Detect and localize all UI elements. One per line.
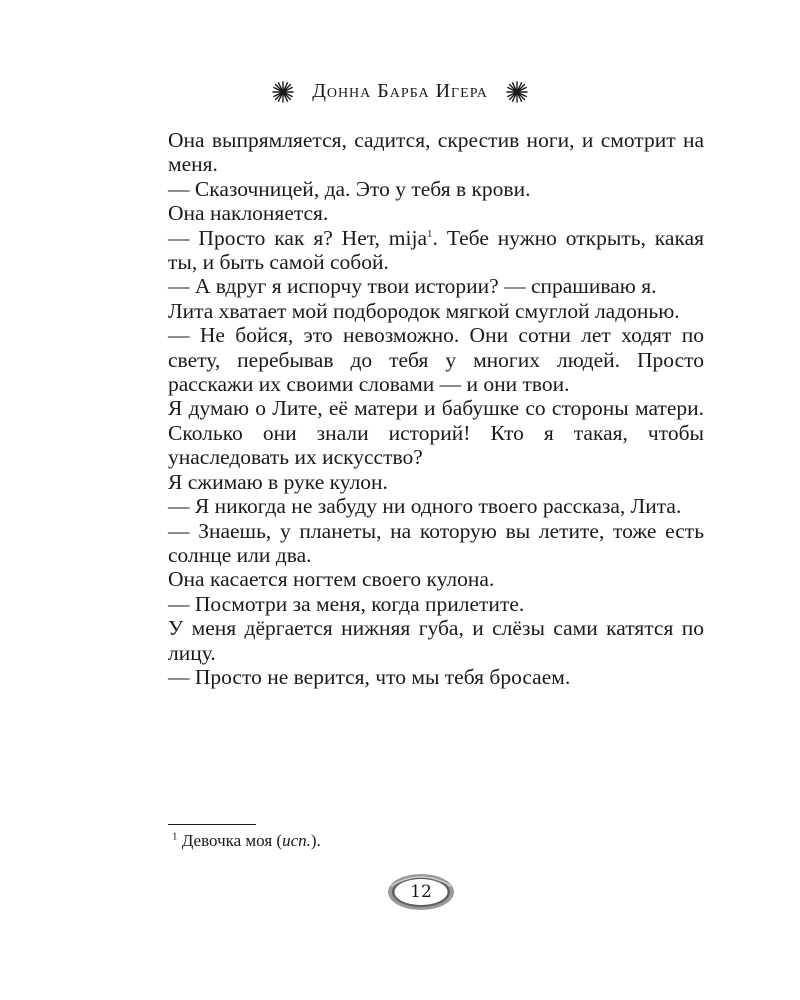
paragraph: Лита хватает мой подбородок мягкой смуглой ладонью. bbox=[168, 298, 680, 323]
running-header bbox=[0, 80, 800, 103]
footnote-abbreviation: исп. bbox=[282, 831, 311, 850]
star-burst-icon bbox=[272, 81, 294, 103]
footnote-text: Девочка моя ( bbox=[181, 831, 283, 850]
paragraph: Она выпрямляется, садится, скрестив ноги, и смотрит на меня. bbox=[168, 128, 704, 177]
paragraph-part: . Тебе нужно открыть, какая ты, и быть самой собой. bbox=[168, 225, 704, 275]
footnote-marker: 1 bbox=[427, 227, 433, 240]
paragraph-part: — Просто как я? Нет, mija bbox=[168, 225, 428, 250]
paragraph: — Просто не верится, что мы тебя бросаем. bbox=[168, 664, 571, 689]
page-number: 12 bbox=[410, 882, 432, 902]
paragraph: Я думаю о Лите, её матери и бабушке со стороны матери. Сколько они знали историй! Кто я такая, чтобы унаследовать их искусство? bbox=[168, 396, 704, 470]
footnote-divider bbox=[168, 824, 256, 825]
paragraph: — Я никогда не забуду ни одного твоего рассказа, Лита. bbox=[168, 494, 682, 519]
page-number-badge bbox=[386, 872, 456, 912]
star-burst-icon bbox=[506, 81, 528, 103]
footnote-number: 1 bbox=[172, 830, 178, 843]
paragraph: — Не бойся, это невозможно. Они сотни лет ходят по свету, перебывав до тебя у многих людей. Просто расскажи их своими словами — и они твои. bbox=[168, 323, 704, 397]
paragraph: — Сказочницей, да. Это у тебя в крови. bbox=[168, 176, 531, 201]
paragraph-with-footnote bbox=[168, 226, 704, 275]
paragraph: Я сжимаю в руке кулон. bbox=[168, 469, 388, 494]
paragraph: — Посмотри за меня, когда прилетите. bbox=[168, 591, 525, 616]
body-text bbox=[168, 128, 704, 689]
paragraph: — Знаешь, у планеты, на которую вы летите, тоже есть солнце или два. bbox=[168, 518, 704, 567]
footnote-close: ). bbox=[310, 831, 321, 850]
running-header-title: Донна Барба Игера bbox=[312, 80, 488, 102]
paragraph: У меня дёргается нижняя губа, и слёзы сами катятся по лицу. bbox=[168, 616, 704, 665]
paragraph: Она наклоняется. bbox=[168, 201, 329, 226]
paragraph: Она касается ногтем своего кулона. bbox=[168, 567, 495, 592]
footnote bbox=[172, 830, 321, 852]
paragraph: — А вдруг я испорчу твои истории? — спрашиваю я. bbox=[168, 274, 657, 299]
